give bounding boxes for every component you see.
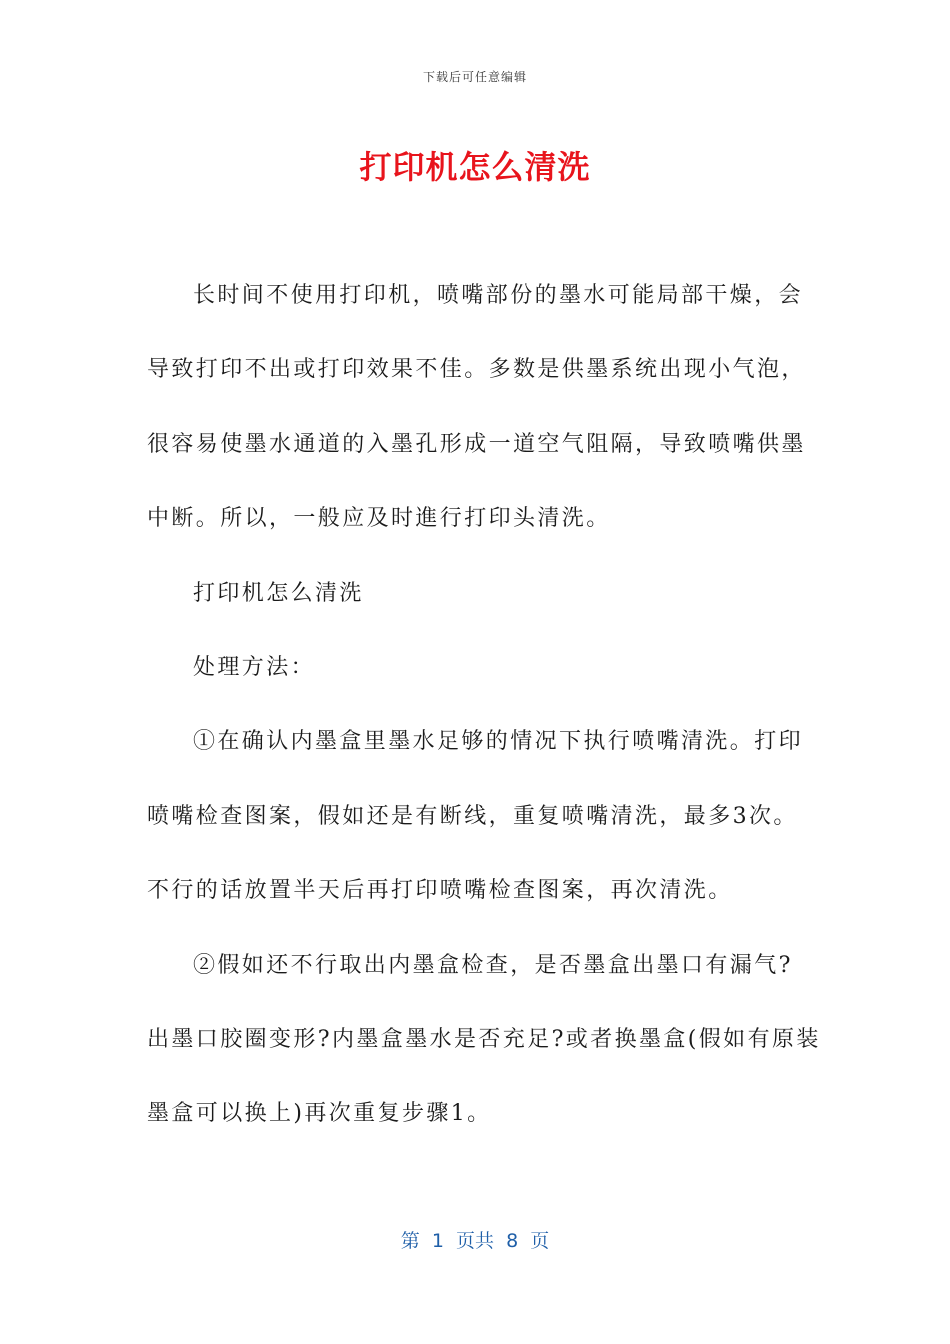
section-heading: 打印机怎么清洗	[193, 580, 364, 606]
paragraph-1-line-1: 长时间不使用打印机，喷嘴部份的墨水可能局部干燥，会	[193, 283, 804, 308]
method-heading: 处理方法：	[193, 654, 316, 680]
document-body	[147, 268, 821, 1161]
step-1-line-2: 喷嘴检查图案，假如还是有断线，重复喷嘴清洗，最多3次。	[147, 803, 798, 829]
step-1-line-3: 不行的话放置半天后再打印喷嘴检查图案，再次清洗。	[147, 878, 733, 904]
paragraph-1-line-3: 很容易使墨水通道的入墨孔形成一道空气阻隔，导致喷嘴供墨	[147, 431, 806, 457]
step-2-line-1: ②假如还不行取出内墨盒检查，是否墨盒出墨口有漏气?	[193, 952, 793, 978]
document-title: 打印机怎么清洗	[359, 148, 591, 186]
paragraph-1-line-4: 中断。所以，一般应及时進行打印头清洗。	[147, 506, 611, 532]
header-note: 下载后可任意编辑	[422, 70, 527, 84]
step-2-line-3: 墨盒可以换上)再次重复步骤1。	[147, 1101, 492, 1127]
step-1-line-1: ①在确认内墨盒里墨水足够的情况下执行喷嘴清洗。打印	[193, 729, 804, 755]
page-footer: 第 1 页共 8 页	[400, 1230, 550, 1252]
step-2-line-2: 出墨口胶圈变形?内墨盒墨水是否充足?或者换墨盒(假如有原装	[147, 1026, 821, 1052]
paragraph-1-line-2: 导致打印不出或打印效果不佳。多数是供墨系统出现小气泡，	[147, 357, 806, 383]
